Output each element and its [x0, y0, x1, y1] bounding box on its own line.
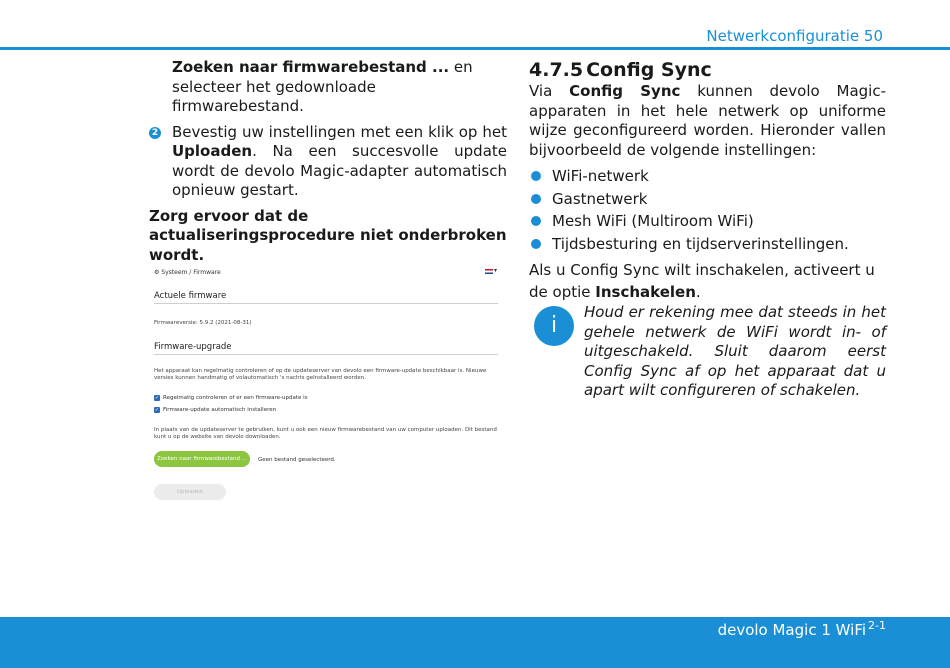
no-file-status: Geen bestand geselecteerd.: [258, 457, 336, 463]
step2-bold: Uploaden: [172, 142, 253, 160]
enable-instruction: [529, 259, 886, 303]
list-item: [529, 233, 886, 256]
right-column: [529, 58, 886, 401]
section-heading: [529, 58, 886, 82]
settings-list: [529, 165, 886, 255]
firmware-version: Firmwareversie: 5.9.2 (2021-08-31): [154, 320, 252, 326]
checkbox-label: Regelmatig controleren of er een firmware-update is: [163, 395, 308, 401]
intro-rest: en selecteer het gedownloade firmwarebestand.: [172, 58, 473, 115]
divider: [154, 303, 498, 304]
list-item: [529, 188, 886, 211]
page-footer: [0, 617, 950, 668]
section-number: 4.7.5: [529, 59, 584, 81]
checkbox-checked-icon: ✓: [154, 407, 160, 413]
section-title-firmware-upgrade: Firmware-upgrade: [154, 342, 232, 352]
instruction-text-a: Als u Config Sync wilt inschakelen, activeert u de optie: [529, 261, 875, 301]
list-item: [529, 210, 886, 233]
list-item-label: Mesh WiFi (Multiroom WiFi): [552, 212, 754, 230]
checkbox-label: Firmware-update automatisch installeren: [163, 407, 277, 413]
list-item-label: WiFi-netwerk: [552, 167, 649, 185]
product-label: devolo Magic 1 WiFi: [717, 621, 867, 639]
instruction-text-b: .: [695, 283, 701, 301]
warning-text: Zorg ervoor dat de actualiseringsprocedure niet onderbroken wordt.: [149, 206, 507, 264]
intro-bold: Config Sync: [569, 82, 681, 100]
left-column: [149, 58, 507, 265]
section-title-current-firmware: Actuele firmware: [154, 291, 227, 301]
bullet-icon: [531, 239, 541, 249]
bullet-icon: [531, 171, 541, 181]
intro-paragraph: [149, 58, 507, 117]
header-rule: [0, 47, 950, 50]
section-title: Config Sync: [586, 59, 712, 81]
product-version: 2-1: [868, 619, 886, 632]
step2-text-a: Bevestig uw instellingen met een klik op het: [172, 122, 507, 141]
config-sync-intro: [529, 82, 886, 160]
header-title: Netwerkconfiguratie 50: [706, 27, 883, 45]
step-2: [149, 123, 507, 201]
chevron-down-icon: ▾: [494, 267, 498, 274]
info-note: [529, 303, 886, 401]
list-item-label: Gastnetwerk: [552, 189, 648, 208]
info-icon: i: [534, 306, 574, 346]
upgrade-description: Het apparaat kan regelmatig controleren of op de updateserver van devolo een firmware-update beschikbaar is. Nieuwe versies kunnen handmatig of volautomatisch 's nachts geïnstalleerd worden.: [154, 368, 487, 381]
list-item-label: Tijdsbesturing en tijdserverinstellingen.: [552, 234, 849, 253]
divider: [154, 354, 498, 355]
intro-text-b: kunnen devolo Magic-apparaten in het hele netwerk op uniforme wijze geconfigureerd worden. Hieronder vallen bijvoorbeeld de volgende instellingen:: [529, 82, 886, 159]
instruction-bold: Inschakelen: [595, 283, 696, 301]
intro-text-a: Via: [529, 82, 570, 100]
note-text: Houd er rekening mee dat steeds in het gehele netwerk de WiFi wordt in- of uitgeschakeld. Sluit daarom eerst Config Sync af op het apparaat dat u apart wilt configureren of schakelen.: [584, 303, 886, 399]
step-number-badge: 2: [149, 127, 161, 139]
manual-upload-description: In plaats van de updateserver te gebruiken, kunt u ook een nieuw firmwarebestand van uw computer uploaden. Dit bestand kunt u op de website van devolo downloaden.: [154, 427, 497, 440]
list-item: [529, 165, 886, 188]
firmware-screenshot: [149, 264, 507, 509]
bullet-icon: [531, 194, 541, 204]
product-name: [718, 619, 886, 639]
checkbox-checked-icon: ✓: [154, 395, 160, 401]
intro-bold: Zoeken naar firmwarebestand ...: [172, 58, 450, 76]
bullet-icon: [531, 216, 541, 226]
auto-check-checkbox[interactable]: [154, 395, 308, 401]
page-header: [0, 0, 950, 50]
screenshot-breadcrumb: ⚙ Systeem / Firmware: [154, 269, 221, 276]
auto-install-checkbox[interactable]: [154, 407, 276, 413]
language-flag-icon: [485, 269, 493, 274]
step2-text-b: . Na een succesvolle update wordt de devolo Magic-adapter automatisch opnieuw gestart.: [172, 142, 507, 199]
upload-button[interactable]: Uploaden: [154, 484, 226, 500]
search-firmware-button[interactable]: Zoeken naar firmwarebestand ...: [154, 451, 250, 467]
